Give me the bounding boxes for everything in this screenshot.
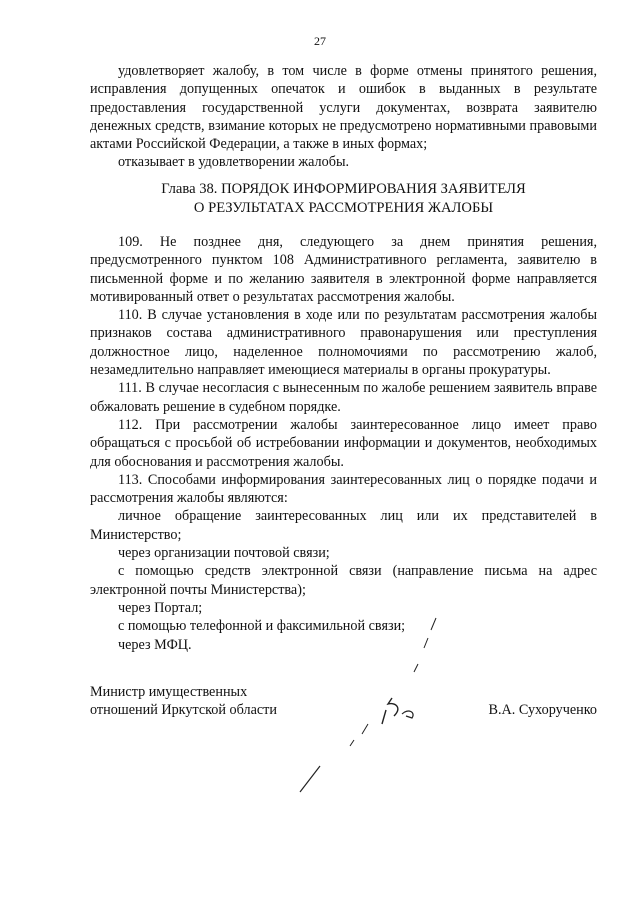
chapter-heading-line: Глава 38. ПОРЯДОК ИНФОРМИРОВАНИЯ ЗАЯВИТЕЛЯ [161, 181, 526, 197]
paragraph: удовлетворяет жалобу, в том числе в форме отмены принятого решения, исправления допущенных опечаток и ошибок в выданных в результате предоставления государственной услуги документах, возврата заявителю денежных средств, взимание которых не предусмотрено нормативными правовыми актами Российской Федерации, а также в иных формах; [90, 63, 597, 153]
signatory-title-line: отношений Иркутской области [90, 702, 277, 719]
paragraph-113: 113. Способами информирования заинтересованных лиц о порядке подачи и рассмотрения жалобы являются: [90, 471, 597, 507]
list-item: личное обращение заинтересованных лиц или их представителей в Министерство; [90, 508, 597, 543]
list-item: через организации почтовой связи; [118, 545, 330, 562]
list-item: с помощью телефонной и факсимильной связи; [118, 618, 406, 635]
list-item: через Портал; [118, 599, 203, 616]
handwritten-signature [290, 612, 440, 802]
chapter-body [90, 233, 597, 654]
paragraph-110: 110. В случае установления в ходе или по результатам рассмотрения жалобы признаков состава административного правонарушения или преступления должностное лицо, наделенное полномочиями по рассмотрению жалоб, незамедлительно направляет имеющиеся материалы в органы прокуратуры. [90, 307, 597, 379]
paragraph: отказывает в удовлетворении жалобы. [118, 154, 350, 171]
paragraph-109: 109. Не позднее дня, следующего за днем принятия решения, предусмотренного пунктом 108 Административного регламента, заявителю в письменной форме и по желанию заявителя в электронной форме направляется мотивированный ответ о результатах рассмотрения жалобы. [90, 234, 597, 305]
chapter-heading-line: О РЕЗУЛЬТАТАХ РАССМОТРЕНИЯ ЖАЛОБЫ [193, 200, 494, 216]
chapter-heading [90, 180, 597, 218]
continuation-text [90, 62, 597, 172]
list-item: через МФЦ. [118, 636, 192, 653]
page-number: 27 [314, 34, 326, 48]
list-item: с помощью средств электронной связи (направление письма на адрес электронной почты Министерства); [90, 563, 597, 598]
signatory-title-line: Министр имущественных [90, 684, 248, 700]
signatory-name: В.А. Сухорученко [488, 702, 597, 719]
paragraph-111: 111. В случае несогласия с вынесенным по жалобе решением заявитель вправе обжаловать решение в судебном порядке. [90, 380, 597, 415]
paragraph-112: 112. При рассмотрении жалобы заинтересованное лицо имеет право обращаться с просьбой об истребовании информации и документов, необходимых для обоснования и рассмотрения жалобы. [90, 416, 597, 470]
